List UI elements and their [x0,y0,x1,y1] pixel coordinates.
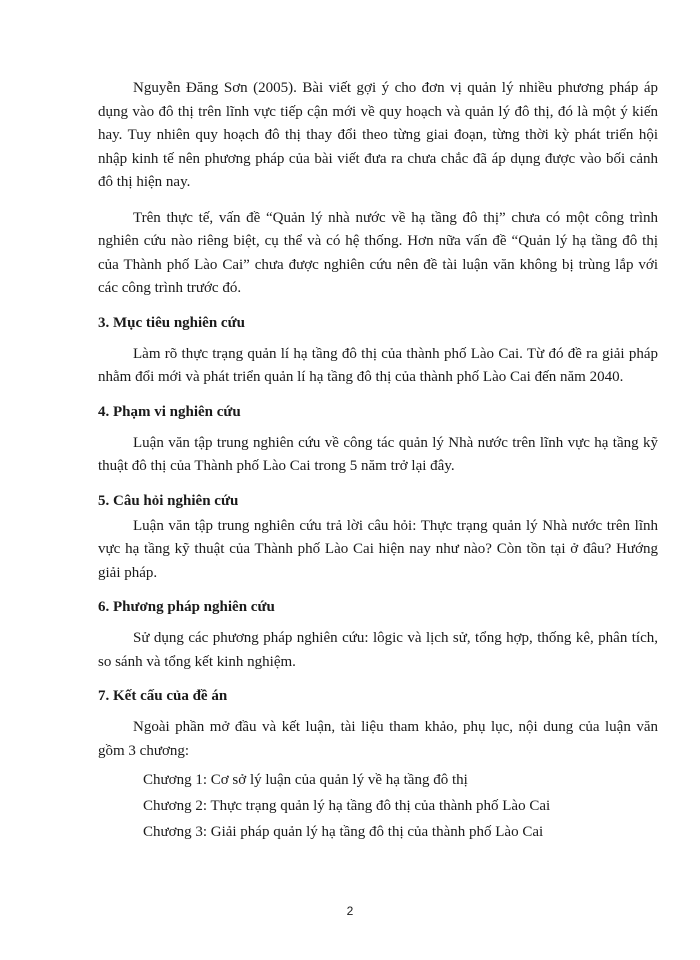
section-heading: 5. Câu hỏi nghiên cứu [98,492,239,509]
intro-paragraph-2: Trên thực tế, vấn đề “Quản lý nhà nước về hạ tầng đô thị” chưa có một công trình nghiên cứu nào riêng biệt, cụ thể và có hệ thống. Hơn nữa vấn đề “Quản lý hạ tầng đô thị của Thành phố Lào Cai” chưa được nghiên cứu nên đề tài luận văn không bị trùng lắp với các công trình trước đó. [98,209,658,296]
section-paragraph: Luận văn tập trung nghiên cứu trả lời câu hỏi: Thực trạng quản lý Nhà nước trên lĩnh vực hạ tầng kỹ thuật của Thành phố Lào Cai hiện nay như nào? Còn tồn tại ở đâu? Hướng giải pháp. [98,517,658,581]
section-paragraph: Luận văn tập trung nghiên cứu về công tác quản lý Nhà nước trên lĩnh vực hạ tầng kỹ thuật đô thị của Thành phố Lào Cai trong 5 năm trở lại đây. [98,434,658,474]
chapter-list [98,767,658,845]
chapter-item: Chương 2: Thực trạng quản lý hạ tầng đô thị của thành phố Lào Cai [143,798,551,814]
section-heading: 4. Phạm vi nghiên cứu [98,403,241,420]
section-paragraph: Ngoài phần mở đầu và kết luận, tài liệu tham khảo, phụ lục, nội dung của luận văn gồm 3 chương: [98,719,658,759]
section-paragraph: Làm rõ thực trạng quản lí hạ tầng đô thị của thành phố Lào Cai. Từ đó đề ra giải pháp nhằm đổi mới và phát triển quản lí hạ tầng đô thị của thành phố Lào Cai đến năm 2040. [98,345,658,385]
intro-paragraph-1: Nguyễn Đăng Sơn (2005). Bài viết gợi ý cho đơn vị quản lý nhiều phương pháp áp dụng vào đô thị trên lĩnh vực tiếp cận mới về quy hoạch và quản lý đô thị, đó là một ý kiến hay. Tuy nhiên quy hoạch đô thị thay đổi theo từng giai đoạn, từng thời kỳ phát triển hội nhập kinh tế nên phương pháp của bài viết đưa ra chưa chắc đã áp dụng được vào bối cảnh đô thị hiện nay. [98,80,658,190]
section-research-methods [98,597,658,674]
chapter-item: Chương 1: Cơ sở lý luận của quản lý về hạ tầng đô thị [143,772,468,788]
section-research-questions [98,491,658,586]
section-heading: 6. Phương pháp nghiên cứu [98,599,275,615]
section-paragraph: Sử dụng các phương pháp nghiên cứu: lôgic và lịch sử, tổng hợp, thống kê, phân tích, so sánh và tổng kết kinh nghiệm. [98,630,658,670]
section-thesis-structure [98,686,658,845]
section-research-scope [98,402,658,479]
section-research-objectives [98,313,658,390]
page-number: 2 [346,904,354,918]
page-content [98,77,658,845]
chapter-item: Chương 3: Giải pháp quản lý hạ tầng đô thị của thành phố Lào Cai [143,824,544,840]
section-heading: 7. Kết cấu của đề án [98,688,228,704]
section-heading: 3. Mục tiêu nghiên cứu [98,314,245,331]
